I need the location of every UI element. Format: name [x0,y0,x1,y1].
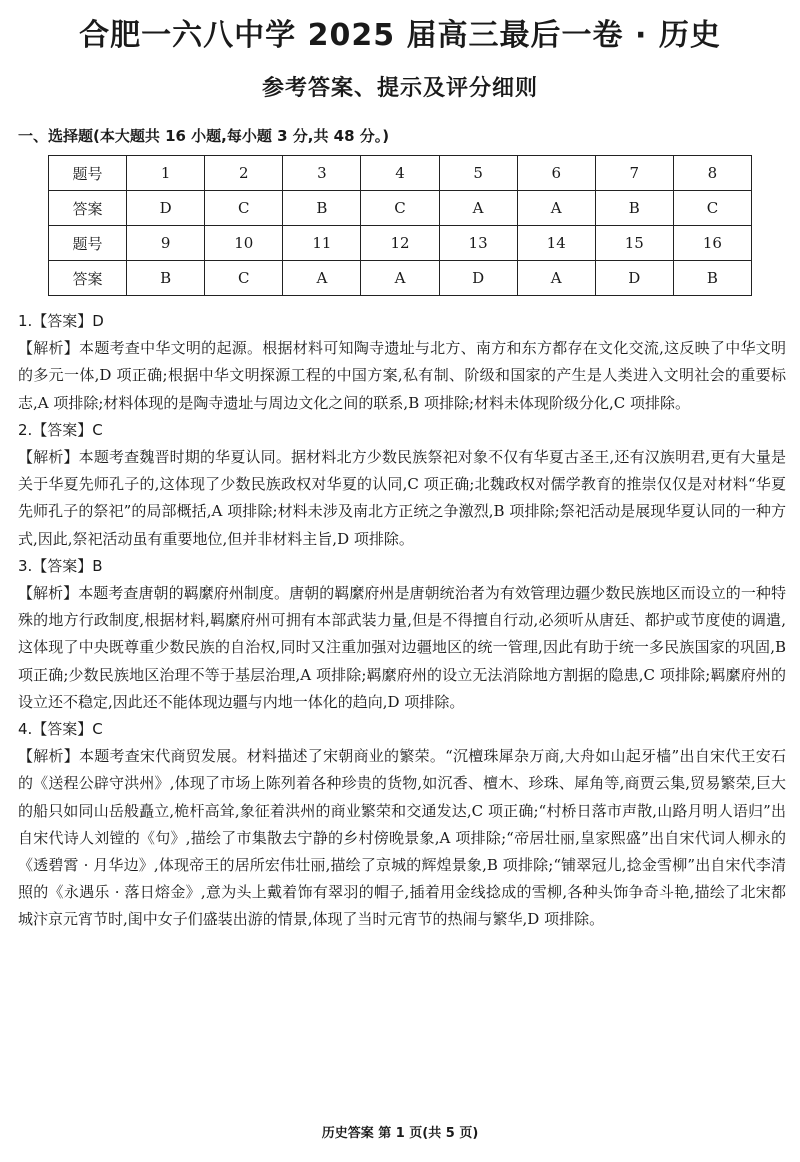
table-cell: C [361,191,439,226]
table-cell: 1 [127,156,205,191]
table-cell: 5 [439,156,517,191]
table-cell: D [595,261,673,296]
table-cell: C [205,261,283,296]
table-cell: B [283,191,361,226]
table-cell: B [595,191,673,226]
table-cell: 16 [673,226,751,261]
table-cell: D [439,261,517,296]
table-cell: A [517,261,595,296]
table-cell: 13 [439,226,517,261]
table-cell: A [283,261,361,296]
row-header: 题号 [49,156,127,191]
table-cell: 3 [283,156,361,191]
table-cell: A [517,191,595,226]
table-row [49,156,752,191]
page-subtitle: 参考答案、提示及评分细则 [261,76,538,101]
table-cell: 12 [361,226,439,261]
question-2 [18,417,786,553]
table-cell: A [439,191,517,226]
analysis-text: 【解析】本题考查宋代商贸发展。材料描述了宋朝商业的繁荣。“沉檀珠犀杂万商,大舟如山起牙樯”出自宋代王安石的《送程公辟守洪州》,体现了市场上陈列着各种珍贵的货物,如沉香、檀木、珍珠、犀角等,商贾云集,贸易繁荣,巨大的船只如同山岳般矗立,桅杆高耸,象征着洪州的商业繁荣和交通发达,C 项正确;“村桥日落市声散,山路月明人语归”出自宋代诗人刘镗的《句》,描绘了市集散去宁静的乡村傍晚景象,A 项排除;“帝居壮丽,皇家熙盛”出自宋代词人柳永的《透碧霄 · 月华边》,体现帝王的居所宏伟壮丽,描绘了京城的辉煌景象,B 项排除;“铺翠冠儿,捻金雪柳”出自宋代李清照的《永遇乐 · 落日熔金》,意为头上戴着饰有翠羽的帽子,插着用金线捻成的雪柳,各种头饰争奇斗艳,描绘了北宋都城汴京元宵节时,闺中女子们盛装出游的情景,体现了当时元宵节的热闹与繁华,D 项排除。 [18,747,786,929]
analysis-text: 【解析】本题考查魏晋时期的华夏认同。据材料北方少数民族祭祀对象不仅有华夏古圣王,还有汉族明君,更有大量是关于华夏先师孔子的,这体现了少数民族政权对华夏的认同,C 项正确;北魏政权对儒学教育的推崇仅仅是对材料“华夏先师孔子的祭祀”的局部概括,A 项排除;材料未涉及南北方正统之争激烈,B 项排除;祭祀活动是展现华夏认同的一种方式,因此,祭祀活动虽有重要地位,但并非材料主旨,D 项排除。 [18,448,786,548]
answer-line: 2.【答案】C [18,420,103,439]
table-cell: 10 [205,226,283,261]
table-cell: 9 [127,226,205,261]
table-cell: C [205,191,283,226]
answer-table [48,155,752,296]
table-row [49,261,752,296]
section-heading: 一、选择题(本大题共 16 小题,每小题 3 分,共 48 分。) [18,127,390,145]
row-header: 题号 [49,226,127,261]
question-3 [18,553,786,716]
table-cell: 15 [595,226,673,261]
table-cell: D [127,191,205,226]
analysis-text: 【解析】本题考查唐朝的羁縻府州制度。唐朝的羁縻府州是唐朝统治者为有效管理边疆少数民族地区而设立的一种特殊的地方行政制度,根据材料,羁縻府州可拥有本部武装力量,但是不得擅自行动,必须听从唐廷、都护或节度使的调遣,这体现了中央既尊重少数民族的自治权,同时又注重加强对边疆地区的统一管理,因此有助于统一多民族国家的巩固,B 项正确;少数民族地区治理不等于基层治理,A 项排除;羁縻府州的设立无法消除地方割据的隐患,C 项排除;羁縻府州的设立还不稳定,因此还不能体现边疆与内地一体化的趋向,D 项排除。 [18,584,786,711]
analysis-text: 【解析】本题考查中华文明的起源。根据材料可知陶寺遗址与北方、南方和东方都存在文化交流,这反映了中华文明的多元一体,D 项正确;根据中华文明探源工程的中国方案,私有制、阶级和国家的产生是人类进入文明社会的重要标志,A 项排除;材料体现的是陶寺遗址与周边文化之间的联系,B 项排除;材料未体现阶级分化,C 项排除。 [18,339,786,412]
table-cell: 2 [205,156,283,191]
table-row [49,191,752,226]
table-cell: 7 [595,156,673,191]
answer-line: 1.【答案】D [18,312,104,330]
table-cell: 14 [517,226,595,261]
answer-explanations [18,308,786,934]
table-cell: B [127,261,205,296]
table-cell: C [673,191,751,226]
table-cell: 4 [361,156,439,191]
table-cell: 6 [517,156,595,191]
answer-line: 4.【答案】C [18,720,103,739]
row-header: 答案 [49,261,127,296]
question-1 [18,308,786,417]
table-cell: B [673,261,751,296]
question-4 [18,716,786,934]
table-row [49,226,752,261]
table-cell: 11 [283,226,361,261]
row-header: 答案 [49,191,127,226]
page-footer: 历史答案 第 1 页(共 5 页) [321,1126,479,1141]
answer-line: 3.【答案】B [18,556,103,575]
table-cell: A [361,261,439,296]
page-title: 合肥一六八中学 2025 届高三最后一卷 · 历史 [79,18,721,53]
table-cell: 8 [673,156,751,191]
